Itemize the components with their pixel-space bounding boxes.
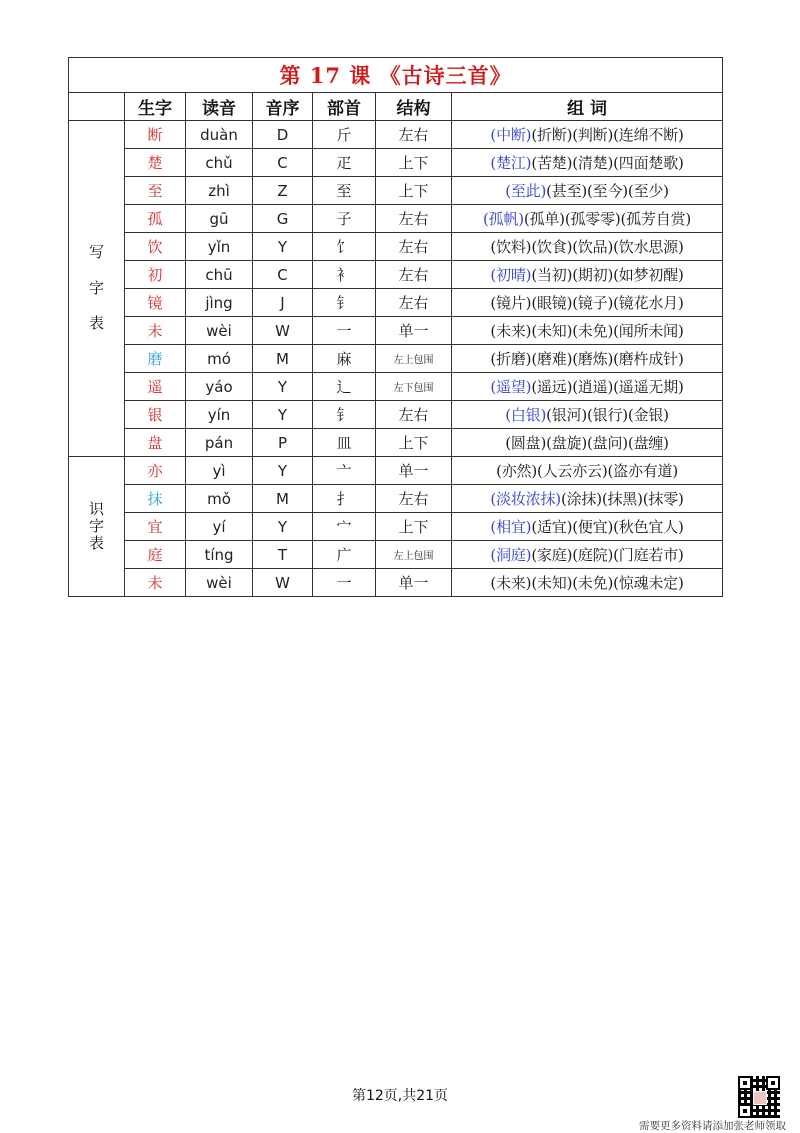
- header-order: 音序: [253, 93, 313, 121]
- word-list: (折断)(判断)(连绵不断): [531, 126, 684, 144]
- order-cell: Z: [253, 177, 313, 205]
- order-cell: W: [253, 317, 313, 345]
- structure-cell: 左右: [376, 121, 452, 149]
- table-row: [69, 569, 723, 597]
- word-list: (未来)(未知)(未免)(惊魂未定): [490, 574, 684, 592]
- char-cell: 未: [125, 317, 186, 345]
- order-cell: Y: [253, 457, 313, 485]
- radical-cell: 亠: [313, 457, 376, 485]
- words-cell: [452, 401, 723, 429]
- pinyin-cell: pán: [186, 429, 253, 457]
- words-cell: [452, 205, 723, 233]
- char-cell: 未: [125, 569, 186, 597]
- structure-cell: 上下: [376, 429, 452, 457]
- table-row: [69, 121, 723, 149]
- highlight-word: (中断): [490, 126, 532, 144]
- order-cell: Y: [253, 401, 313, 429]
- pinyin-cell: yáo: [186, 373, 253, 401]
- highlight-word: (相宜): [490, 518, 532, 536]
- table-row: [69, 317, 723, 345]
- section-write-label: [69, 121, 125, 457]
- word-list: (当初)(期初)(如梦初醒): [531, 266, 684, 284]
- word-list: (亦然)(人云亦云)(盗亦有道): [496, 462, 678, 480]
- radical-cell: 一: [313, 317, 376, 345]
- word-list: (适宜)(便宜)(秋色宜人): [531, 518, 684, 536]
- structure-cell: 上下: [376, 177, 452, 205]
- table-row: [69, 373, 723, 401]
- structure-cell: 上下: [376, 513, 452, 541]
- order-cell: W: [253, 569, 313, 597]
- table-row: [69, 289, 723, 317]
- word-list: (圆盘)(盘旋)(盘问)(盘缠): [505, 434, 669, 452]
- pinyin-cell: chū: [186, 261, 253, 289]
- pinyin-cell: jìng: [186, 289, 253, 317]
- highlight-word: (楚江): [490, 154, 532, 172]
- section-label-char: 表: [88, 314, 104, 333]
- structure-cell: 左右: [376, 401, 452, 429]
- word-list: (家庭)(庭院)(门庭若市): [531, 546, 684, 564]
- table-row: [69, 513, 723, 541]
- char-cell: 饮: [125, 233, 186, 261]
- pinyin-cell: tíng: [186, 541, 253, 569]
- words-cell: [452, 569, 723, 597]
- order-cell: Y: [253, 513, 313, 541]
- highlight-word: (白银): [505, 406, 547, 424]
- order-cell: C: [253, 149, 313, 177]
- pinyin-cell: chǔ: [186, 149, 253, 177]
- pinyin-cell: yì: [186, 457, 253, 485]
- structure-cell: 左右: [376, 485, 452, 513]
- char-cell: 庭: [125, 541, 186, 569]
- radical-cell: 宀: [313, 513, 376, 541]
- pinyin-cell: yín: [186, 401, 253, 429]
- radical-cell: 钅: [313, 401, 376, 429]
- char-cell: 初: [125, 261, 186, 289]
- char-cell: 抹: [125, 485, 186, 513]
- words-cell: [452, 289, 723, 317]
- pinyin-cell: yǐn: [186, 233, 253, 261]
- pinyin-cell: mó: [186, 345, 253, 373]
- footer-note: 需要更多资料请添加张老师领取: [639, 1120, 786, 1132]
- highlight-word: (至此): [505, 182, 547, 200]
- order-cell: G: [253, 205, 313, 233]
- radical-cell: 麻: [313, 345, 376, 373]
- words-cell: [452, 121, 723, 149]
- word-list: (银河)(银行)(金银): [546, 406, 669, 424]
- structure-cell: 左右: [376, 289, 452, 317]
- order-cell: T: [253, 541, 313, 569]
- section-label-char: 字: [88, 516, 104, 535]
- structure-cell: 单一: [376, 569, 452, 597]
- words-cell: [452, 317, 723, 345]
- pinyin-cell: gū: [186, 205, 253, 233]
- table-row: [69, 233, 723, 261]
- order-cell: J: [253, 289, 313, 317]
- words-cell: [452, 177, 723, 205]
- order-cell: Y: [253, 373, 313, 401]
- section-label-char: 写: [88, 243, 104, 262]
- header-blank: [69, 93, 125, 121]
- pinyin-cell: yí: [186, 513, 253, 541]
- structure-cell: 左上包围: [376, 541, 452, 569]
- words-cell: [452, 429, 723, 457]
- structure-cell: 左下包围: [376, 373, 452, 401]
- char-cell: 磨: [125, 345, 186, 373]
- lesson-sheet: [68, 57, 722, 597]
- table-row: [69, 457, 723, 485]
- highlight-word: (淡妆浓抹): [490, 490, 561, 508]
- radical-cell: 子: [313, 205, 376, 233]
- words-cell: [452, 541, 723, 569]
- char-cell: 孤: [125, 205, 186, 233]
- section-recognize-label: [69, 457, 125, 597]
- page-number: 第12页,共21页: [351, 1088, 449, 1104]
- radical-cell: 广: [313, 541, 376, 569]
- vocab-table: [68, 57, 723, 597]
- highlight-word: (遥望): [490, 378, 532, 396]
- table-row: [69, 401, 723, 429]
- pinyin-cell: zhì: [186, 177, 253, 205]
- radical-cell: 皿: [313, 429, 376, 457]
- header-words: 组 词: [452, 93, 723, 121]
- radical-cell: 疋: [313, 149, 376, 177]
- word-list: (镜片)(眼镜)(镜子)(镜花水月): [490, 294, 684, 312]
- order-cell: M: [253, 345, 313, 373]
- radical-cell: 衤: [313, 261, 376, 289]
- section-label-char: 字: [88, 278, 104, 297]
- pinyin-cell: wèi: [186, 317, 253, 345]
- words-cell: [452, 513, 723, 541]
- radical-cell: 钅: [313, 289, 376, 317]
- words-cell: [452, 457, 723, 485]
- table-row: [69, 345, 723, 373]
- structure-cell: 左右: [376, 261, 452, 289]
- header-pinyin: 读音: [186, 93, 253, 121]
- radical-cell: 饣: [313, 233, 376, 261]
- word-list: (遥远)(逍遥)(遥遥无期): [531, 378, 684, 396]
- structure-cell: 左右: [376, 205, 452, 233]
- words-cell: [452, 149, 723, 177]
- radical-cell: 一: [313, 569, 376, 597]
- table-row: [69, 261, 723, 289]
- table-row: [69, 541, 723, 569]
- table-row: [69, 485, 723, 513]
- char-cell: 断: [125, 121, 186, 149]
- structure-cell: 左右: [376, 233, 452, 261]
- qr-code-icon: [738, 1076, 780, 1118]
- words-cell: [452, 373, 723, 401]
- header-radical: 部首: [313, 93, 376, 121]
- word-list: (甚至)(至今)(至少): [546, 182, 669, 200]
- pinyin-cell: mǒ: [186, 485, 253, 513]
- section-label-char: 识: [88, 499, 104, 518]
- highlight-word: (初晴): [490, 266, 532, 284]
- header-row: [69, 93, 723, 121]
- radical-cell: 至: [313, 177, 376, 205]
- order-cell: D: [253, 121, 313, 149]
- order-cell: M: [253, 485, 313, 513]
- char-cell: 银: [125, 401, 186, 429]
- pinyin-cell: duàn: [186, 121, 253, 149]
- pinyin-cell: wèi: [186, 569, 253, 597]
- word-list: (孤单)(孤零零)(孤芳自赏): [523, 210, 692, 228]
- char-cell: 至: [125, 177, 186, 205]
- word-list: (饮料)(饮食)(饮品)(饮水思源): [490, 238, 684, 256]
- words-cell: [452, 261, 723, 289]
- words-cell: [452, 233, 723, 261]
- char-cell: 盘: [125, 429, 186, 457]
- order-cell: C: [253, 261, 313, 289]
- word-list: (未来)(未知)(未免)(闻所未闻): [490, 322, 684, 340]
- structure-cell: 左上包围: [376, 345, 452, 373]
- header-char: 生字: [125, 93, 186, 121]
- word-list: (折磨)(磨难)(磨炼)(磨杵成针): [490, 350, 684, 368]
- lesson-title: 第 17 课 《古诗三首》: [69, 58, 723, 93]
- order-cell: Y: [253, 233, 313, 261]
- char-cell: 遥: [125, 373, 186, 401]
- char-cell: 宜: [125, 513, 186, 541]
- table-row: [69, 429, 723, 457]
- char-cell: 楚: [125, 149, 186, 177]
- char-cell: 镜: [125, 289, 186, 317]
- word-list: (苦楚)(清楚)(四面楚歌): [531, 154, 684, 172]
- highlight-word: (洞庭): [490, 546, 532, 564]
- table-row: [69, 149, 723, 177]
- radical-cell: 辶: [313, 373, 376, 401]
- word-list: (涂抹)(抹黑)(抹零): [560, 490, 684, 508]
- words-cell: [452, 485, 723, 513]
- radical-cell: 斤: [313, 121, 376, 149]
- section-label-char: 表: [88, 534, 104, 553]
- structure-cell: 上下: [376, 149, 452, 177]
- structure-cell: 单一: [376, 457, 452, 485]
- table-row: [69, 205, 723, 233]
- words-cell: [452, 345, 723, 373]
- highlight-word: (孤帆): [483, 210, 524, 228]
- radical-cell: 扌: [313, 485, 376, 513]
- char-cell: 亦: [125, 457, 186, 485]
- order-cell: P: [253, 429, 313, 457]
- table-row: [69, 177, 723, 205]
- structure-cell: 单一: [376, 317, 452, 345]
- header-structure: 结构: [376, 93, 452, 121]
